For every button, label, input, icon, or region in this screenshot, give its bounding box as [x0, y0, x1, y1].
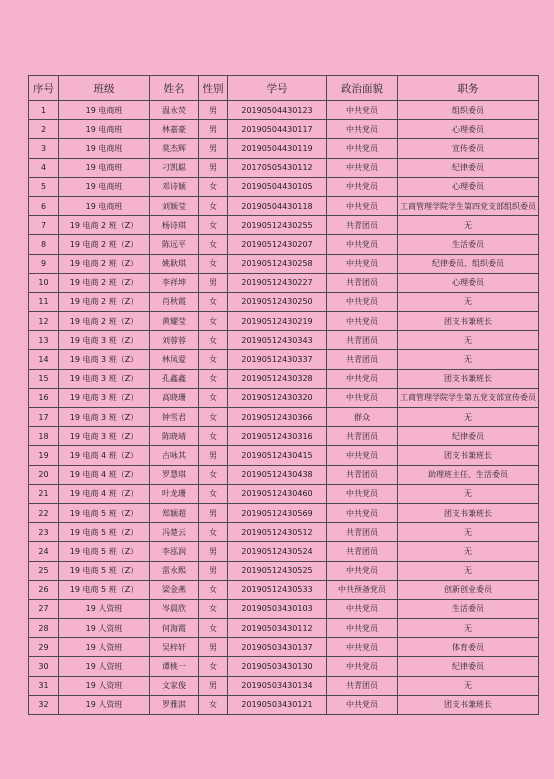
table-row — [29, 695, 539, 714]
cell-political-status: 中共党员 — [327, 369, 398, 388]
cell-position: 无 — [398, 484, 539, 503]
cell-gender: 女 — [199, 465, 228, 484]
cell-gender: 女 — [199, 177, 228, 196]
cell-gender: 女 — [199, 216, 228, 235]
cell-name: 黄耀莹 — [150, 312, 199, 331]
cell-political-status: 共青团员 — [327, 273, 398, 292]
cell-index: 11 — [29, 292, 59, 311]
cell-position: 团支书兼班长 — [398, 503, 539, 522]
cell-class: 19 人资班 — [59, 657, 150, 676]
table-row — [29, 523, 539, 542]
cell-name: 谭桃一 — [150, 657, 199, 676]
cell-index: 18 — [29, 427, 59, 446]
cell-political-status: 中共党员 — [327, 619, 398, 638]
cell-index: 10 — [29, 273, 59, 292]
cell-name: 何海霞 — [150, 619, 199, 638]
cell-gender: 男 — [199, 158, 228, 177]
cell-class: 19 电商 3 班（Z） — [59, 408, 150, 427]
cell-position: 创新创业委员 — [398, 580, 539, 599]
cell-class: 19 电商班 — [59, 177, 150, 196]
cell-index: 21 — [29, 484, 59, 503]
table-row — [29, 388, 539, 407]
cell-student-id: 20190503430121 — [228, 695, 327, 714]
cell-political-status: 中共党员 — [327, 177, 398, 196]
cell-student-id: 20190503430134 — [228, 676, 327, 695]
cell-political-status: 中共党员 — [327, 695, 398, 714]
member-table — [28, 75, 539, 715]
cell-student-id: 20190512430415 — [228, 446, 327, 465]
cell-name: 姚耿琪 — [150, 254, 199, 273]
table-row — [29, 599, 539, 618]
table-row — [29, 292, 539, 311]
table-row — [29, 542, 539, 561]
cell-political-status: 中共党员 — [327, 599, 398, 618]
cell-gender: 男 — [199, 139, 228, 158]
cell-name: 吴梓轩 — [150, 638, 199, 657]
table-row — [29, 484, 539, 503]
cell-gender: 女 — [199, 484, 228, 503]
cell-student-id: 20190512430328 — [228, 369, 327, 388]
cell-position: 无 — [398, 619, 539, 638]
cell-index: 19 — [29, 446, 59, 465]
table-row — [29, 657, 539, 676]
table-row — [29, 427, 539, 446]
cell-position: 无 — [398, 676, 539, 695]
cell-class: 19 电商 5 班（Z） — [59, 542, 150, 561]
cell-name: 梁金燕 — [150, 580, 199, 599]
table-row — [29, 312, 539, 331]
cell-class: 19 电商 2 班（Z） — [59, 273, 150, 292]
cell-name: 刘蓉蓉 — [150, 331, 199, 350]
table-row — [29, 139, 539, 158]
cell-position: 组织委员 — [398, 101, 539, 120]
cell-position: 团支书兼班长 — [398, 312, 539, 331]
cell-student-id: 20190512430366 — [228, 408, 327, 427]
cell-gender: 女 — [199, 369, 228, 388]
cell-political-status: 中共党员 — [327, 196, 398, 215]
table-row — [29, 273, 539, 292]
cell-student-id: 20190512430337 — [228, 350, 327, 369]
cell-student-id: 20190512430250 — [228, 292, 327, 311]
cell-name: 罗慧琪 — [150, 465, 199, 484]
table-row — [29, 619, 539, 638]
cell-gender: 男 — [199, 120, 228, 139]
cell-political-status: 中共党员 — [327, 139, 398, 158]
cell-index: 8 — [29, 235, 59, 254]
cell-class: 19 人资班 — [59, 619, 150, 638]
cell-student-id: 20170505430112 — [228, 158, 327, 177]
cell-student-id: 20190512430512 — [228, 523, 327, 542]
cell-index: 25 — [29, 561, 59, 580]
cell-political-status: 中共党员 — [327, 292, 398, 311]
cell-student-id: 20190504430117 — [228, 120, 327, 139]
table-row — [29, 350, 539, 369]
cell-student-id: 20190512430207 — [228, 235, 327, 254]
cell-index: 14 — [29, 350, 59, 369]
cell-student-id: 20190512430255 — [228, 216, 327, 235]
table-row — [29, 158, 539, 177]
cell-index: 12 — [29, 312, 59, 331]
cell-class: 19 电商 3 班（Z） — [59, 427, 150, 446]
cell-political-status: 共青团员 — [327, 216, 398, 235]
cell-class: 19 电商 5 班（Z） — [59, 580, 150, 599]
cell-name: 林嘉豪 — [150, 120, 199, 139]
table-row — [29, 254, 539, 273]
cell-index: 4 — [29, 158, 59, 177]
cell-index: 3 — [29, 139, 59, 158]
cell-name: 林凤爱 — [150, 350, 199, 369]
cell-name: 岑晨欣 — [150, 599, 199, 618]
cell-name: 冯楚云 — [150, 523, 199, 542]
table-header-row — [29, 76, 539, 101]
cell-political-status: 共青团员 — [327, 465, 398, 484]
cell-student-id: 20190512430227 — [228, 273, 327, 292]
cell-political-status: 中共党员 — [327, 388, 398, 407]
cell-position: 宣传委员 — [398, 139, 539, 158]
cell-position: 团支书兼班长 — [398, 695, 539, 714]
cell-index: 31 — [29, 676, 59, 695]
cell-class: 19 人资班 — [59, 638, 150, 657]
cell-position: 无 — [398, 561, 539, 580]
cell-class: 19 人资班 — [59, 695, 150, 714]
cell-name: 陈晓靖 — [150, 427, 199, 446]
cell-political-status: 共青团员 — [327, 427, 398, 446]
cell-gender: 女 — [199, 657, 228, 676]
table-row — [29, 177, 539, 196]
cell-index: 26 — [29, 580, 59, 599]
cell-class: 19 电商 2 班（Z） — [59, 235, 150, 254]
cell-student-id: 20190512430258 — [228, 254, 327, 273]
cell-index: 20 — [29, 465, 59, 484]
cell-class: 19 人资班 — [59, 599, 150, 618]
cell-class: 19 电商班 — [59, 120, 150, 139]
cell-name: 邓诗颖 — [150, 177, 199, 196]
cell-student-id: 20190512430460 — [228, 484, 327, 503]
header-class: 班级 — [59, 76, 150, 101]
cell-political-status: 共青团员 — [327, 331, 398, 350]
table-row — [29, 216, 539, 235]
cell-gender: 女 — [199, 523, 228, 542]
cell-student-id: 20190512430533 — [228, 580, 327, 599]
header-position: 职务 — [398, 76, 539, 101]
cell-position: 心理委员 — [398, 273, 539, 292]
cell-position: 团支书兼班长 — [398, 369, 539, 388]
cell-name: 杨诗琪 — [150, 216, 199, 235]
cell-gender: 女 — [199, 427, 228, 446]
cell-gender: 男 — [199, 446, 228, 465]
cell-student-id: 20190503430112 — [228, 619, 327, 638]
cell-gender: 男 — [199, 542, 228, 561]
table-row — [29, 465, 539, 484]
cell-class: 19 电商 3 班（Z） — [59, 331, 150, 350]
cell-position: 心理委员 — [398, 120, 539, 139]
cell-name: 肖秋霞 — [150, 292, 199, 311]
cell-student-id: 20190504430119 — [228, 139, 327, 158]
cell-index: 23 — [29, 523, 59, 542]
document-page — [28, 75, 538, 715]
cell-gender: 男 — [199, 676, 228, 695]
header-student-id: 学号 — [228, 76, 327, 101]
cell-student-id: 20190512430524 — [228, 542, 327, 561]
cell-student-id: 20190512430569 — [228, 503, 327, 522]
cell-political-status: 共青团员 — [327, 542, 398, 561]
cell-gender: 男 — [199, 638, 228, 657]
cell-position: 助理班主任、生活委员 — [398, 465, 539, 484]
table-row — [29, 676, 539, 695]
cell-name: 雷永熙 — [150, 561, 199, 580]
cell-position: 纪律委员、组织委员 — [398, 254, 539, 273]
cell-gender: 男 — [199, 561, 228, 580]
cell-gender: 女 — [199, 235, 228, 254]
cell-name: 罗雅淇 — [150, 695, 199, 714]
table-row — [29, 408, 539, 427]
cell-index: 16 — [29, 388, 59, 407]
table-row — [29, 561, 539, 580]
header-political-status: 政治面貌 — [327, 76, 398, 101]
header-name: 姓名 — [150, 76, 199, 101]
cell-position: 纪律委员 — [398, 158, 539, 177]
cell-student-id: 20190512430343 — [228, 331, 327, 350]
cell-position: 无 — [398, 408, 539, 427]
cell-gender: 女 — [199, 599, 228, 618]
cell-class: 19 电商 3 班（Z） — [59, 350, 150, 369]
cell-political-status: 中共党员 — [327, 484, 398, 503]
table-row — [29, 196, 539, 215]
cell-name: 郑颖超 — [150, 503, 199, 522]
cell-name: 温永荧 — [150, 101, 199, 120]
cell-index: 9 — [29, 254, 59, 273]
table-row — [29, 638, 539, 657]
cell-class: 19 电商 5 班（Z） — [59, 523, 150, 542]
cell-gender: 女 — [199, 408, 228, 427]
cell-gender: 男 — [199, 273, 228, 292]
cell-gender: 女 — [199, 292, 228, 311]
cell-position: 无 — [398, 350, 539, 369]
cell-index: 5 — [29, 177, 59, 196]
table-row — [29, 331, 539, 350]
cell-index: 1 — [29, 101, 59, 120]
cell-political-status: 中共党员 — [327, 561, 398, 580]
table-row — [29, 580, 539, 599]
cell-position: 无 — [398, 216, 539, 235]
cell-gender: 男 — [199, 101, 228, 120]
cell-position: 纪律委员 — [398, 657, 539, 676]
table-row — [29, 446, 539, 465]
cell-student-id: 20190512430438 — [228, 465, 327, 484]
cell-position: 生活委员 — [398, 235, 539, 254]
cell-political-status: 共青团员 — [327, 676, 398, 695]
cell-class: 19 电商 2 班（Z） — [59, 292, 150, 311]
cell-gender: 女 — [199, 196, 228, 215]
cell-student-id: 20190504430105 — [228, 177, 327, 196]
cell-class: 19 电商 5 班（Z） — [59, 561, 150, 580]
cell-name: 叶龙珊 — [150, 484, 199, 503]
table-row — [29, 120, 539, 139]
cell-political-status: 中共党员 — [327, 312, 398, 331]
cell-class: 19 电商 4 班（Z） — [59, 465, 150, 484]
cell-political-status: 中共党员 — [327, 446, 398, 465]
cell-gender: 女 — [199, 312, 228, 331]
cell-gender: 女 — [199, 619, 228, 638]
cell-index: 32 — [29, 695, 59, 714]
cell-position: 无 — [398, 292, 539, 311]
cell-position: 无 — [398, 331, 539, 350]
table-row — [29, 235, 539, 254]
cell-name: 莫杰辉 — [150, 139, 199, 158]
cell-index: 22 — [29, 503, 59, 522]
cell-position: 无 — [398, 542, 539, 561]
cell-political-status: 中共党员 — [327, 254, 398, 273]
cell-class: 19 电商 3 班（Z） — [59, 369, 150, 388]
cell-student-id: 20190504430118 — [228, 196, 327, 215]
cell-political-status: 中共党员 — [327, 503, 398, 522]
cell-name: 钟雪君 — [150, 408, 199, 427]
cell-class: 19 电商班 — [59, 158, 150, 177]
cell-position: 工商管理学院学生第五党支部宣传委员 — [398, 388, 539, 407]
cell-class: 19 电商 2 班（Z） — [59, 216, 150, 235]
cell-gender: 女 — [199, 350, 228, 369]
cell-student-id: 20190512430320 — [228, 388, 327, 407]
cell-class: 19 人资班 — [59, 676, 150, 695]
cell-index: 29 — [29, 638, 59, 657]
cell-political-status: 中共党员 — [327, 657, 398, 676]
cell-student-id: 20190503430130 — [228, 657, 327, 676]
cell-gender: 女 — [199, 254, 228, 273]
cell-gender: 男 — [199, 503, 228, 522]
cell-gender: 女 — [199, 388, 228, 407]
cell-political-status: 中共预备党员 — [327, 580, 398, 599]
cell-political-status: 中共党员 — [327, 158, 398, 177]
cell-index: 13 — [29, 331, 59, 350]
cell-student-id: 20190503430137 — [228, 638, 327, 657]
cell-name: 李泓润 — [150, 542, 199, 561]
cell-index: 28 — [29, 619, 59, 638]
cell-class: 19 电商 3 班（Z） — [59, 388, 150, 407]
cell-student-id: 20190512430219 — [228, 312, 327, 331]
cell-political-status: 中共党员 — [327, 638, 398, 657]
cell-name: 文家俊 — [150, 676, 199, 695]
cell-class: 19 电商 2 班（Z） — [59, 312, 150, 331]
cell-student-id: 20190504430123 — [228, 101, 327, 120]
cell-gender: 女 — [199, 580, 228, 599]
cell-name: 孔鑫鑫 — [150, 369, 199, 388]
cell-class: 19 电商 2 班（Z） — [59, 254, 150, 273]
cell-class: 19 电商班 — [59, 101, 150, 120]
cell-index: 6 — [29, 196, 59, 215]
cell-class: 19 电商 5 班（Z） — [59, 503, 150, 522]
cell-index: 27 — [29, 599, 59, 618]
cell-student-id: 20190512430525 — [228, 561, 327, 580]
cell-name: 李祥坤 — [150, 273, 199, 292]
cell-class: 19 电商班 — [59, 196, 150, 215]
cell-gender: 女 — [199, 331, 228, 350]
cell-student-id: 20190512430316 — [228, 427, 327, 446]
cell-position: 生活委员 — [398, 599, 539, 618]
cell-political-status: 中共党员 — [327, 120, 398, 139]
cell-index: 2 — [29, 120, 59, 139]
cell-index: 15 — [29, 369, 59, 388]
cell-political-status: 中共党员 — [327, 101, 398, 120]
cell-position: 纪律委员 — [398, 427, 539, 446]
cell-index: 7 — [29, 216, 59, 235]
cell-political-status: 中共党员 — [327, 235, 398, 254]
cell-gender: 女 — [199, 695, 228, 714]
cell-index: 30 — [29, 657, 59, 676]
cell-political-status: 群众 — [327, 408, 398, 427]
table-body — [29, 101, 539, 715]
cell-class: 19 电商 4 班（Z） — [59, 484, 150, 503]
cell-student-id: 20190503430103 — [228, 599, 327, 618]
cell-name: 高晓珊 — [150, 388, 199, 407]
cell-class: 19 电商班 — [59, 139, 150, 158]
cell-name: 古咏其 — [150, 446, 199, 465]
cell-political-status: 共青团员 — [327, 350, 398, 369]
header-gender: 性别 — [199, 76, 228, 101]
cell-position: 心理委员 — [398, 177, 539, 196]
cell-index: 24 — [29, 542, 59, 561]
cell-position: 体育委员 — [398, 638, 539, 657]
cell-position: 团支书兼班长 — [398, 446, 539, 465]
cell-position: 工商管理学院学生第四党支部组织委员 — [398, 196, 539, 215]
cell-index: 17 — [29, 408, 59, 427]
cell-name: 刁凯聪 — [150, 158, 199, 177]
table-row — [29, 101, 539, 120]
cell-position: 无 — [398, 523, 539, 542]
cell-political-status: 共青团员 — [327, 523, 398, 542]
cell-name: 陈远平 — [150, 235, 199, 254]
cell-class: 19 电商 4 班（Z） — [59, 446, 150, 465]
table-row — [29, 503, 539, 522]
table-row — [29, 369, 539, 388]
cell-name: 刘颖莹 — [150, 196, 199, 215]
header-index: 序号 — [29, 76, 59, 101]
